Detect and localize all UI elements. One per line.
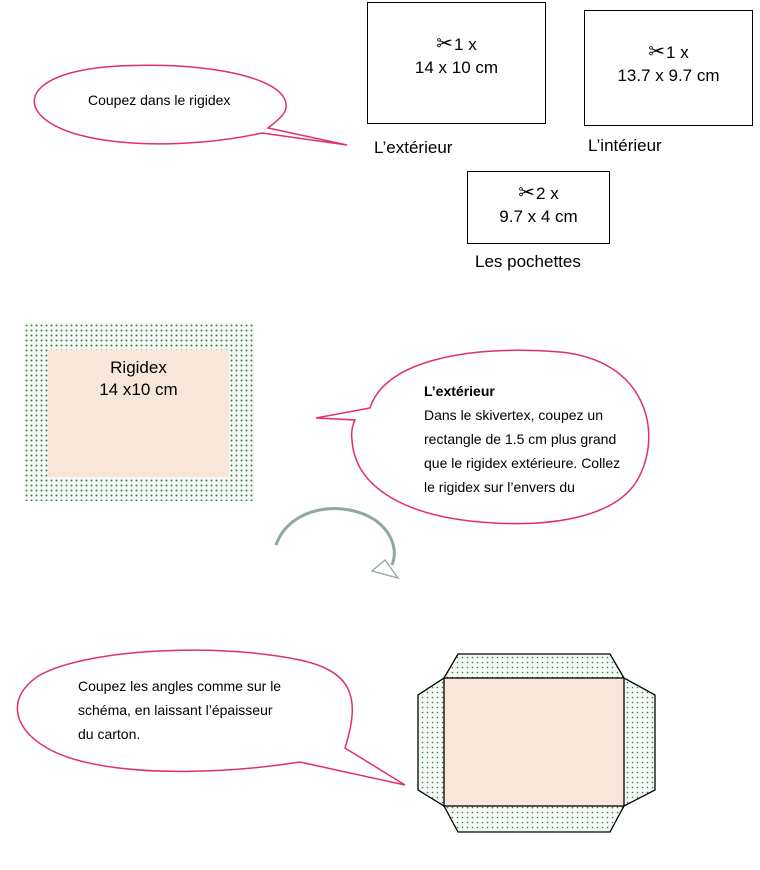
bubble-exterior-line: Dans le skivertex, coupez un — [424, 407, 603, 423]
rigidex-title: Rigidex — [110, 358, 167, 377]
cut-size: 9.7 x 4 cm — [499, 207, 578, 226]
bubble-exterior-title: L’extérieur — [424, 383, 495, 399]
bubble-cut-angles-line: schéma, en laissant l’épaisseur — [78, 702, 273, 718]
label-exterior: L’extérieur — [374, 138, 453, 157]
bubble-cut-angles-line: du carton. — [78, 726, 141, 742]
bubble-cut-angles-line: Coupez les angles comme sur le — [78, 678, 282, 694]
scissors-icon: ✂ — [648, 41, 666, 63]
cut-qty: 1 x — [666, 43, 689, 62]
bubble-exterior-line: le rigidex sur l’envers du — [424, 479, 575, 495]
cut-size: 13.7 x 9.7 cm — [617, 66, 720, 85]
label-pockets: Les pochettes — [475, 252, 581, 271]
scissors-icon: ✂ — [518, 182, 536, 204]
cut-size: 14 x 10 cm — [414, 58, 499, 77]
bubble-cut-rigidex-text: Coupez dans le rigidex — [88, 92, 231, 108]
cut-qty: 1 x — [454, 35, 477, 54]
cut-qty: 2 x — [536, 184, 559, 203]
bubble-exterior-line: que le rigidex extérieure. Collez — [424, 455, 621, 471]
bubble-exterior-line: rectangle de 1.5 cm plus grand — [424, 431, 617, 447]
label-interior: L’intérieur — [588, 136, 662, 155]
scissors-icon: ✂ — [436, 33, 454, 55]
rigidex-size: 14 x10 cm — [99, 380, 178, 399]
